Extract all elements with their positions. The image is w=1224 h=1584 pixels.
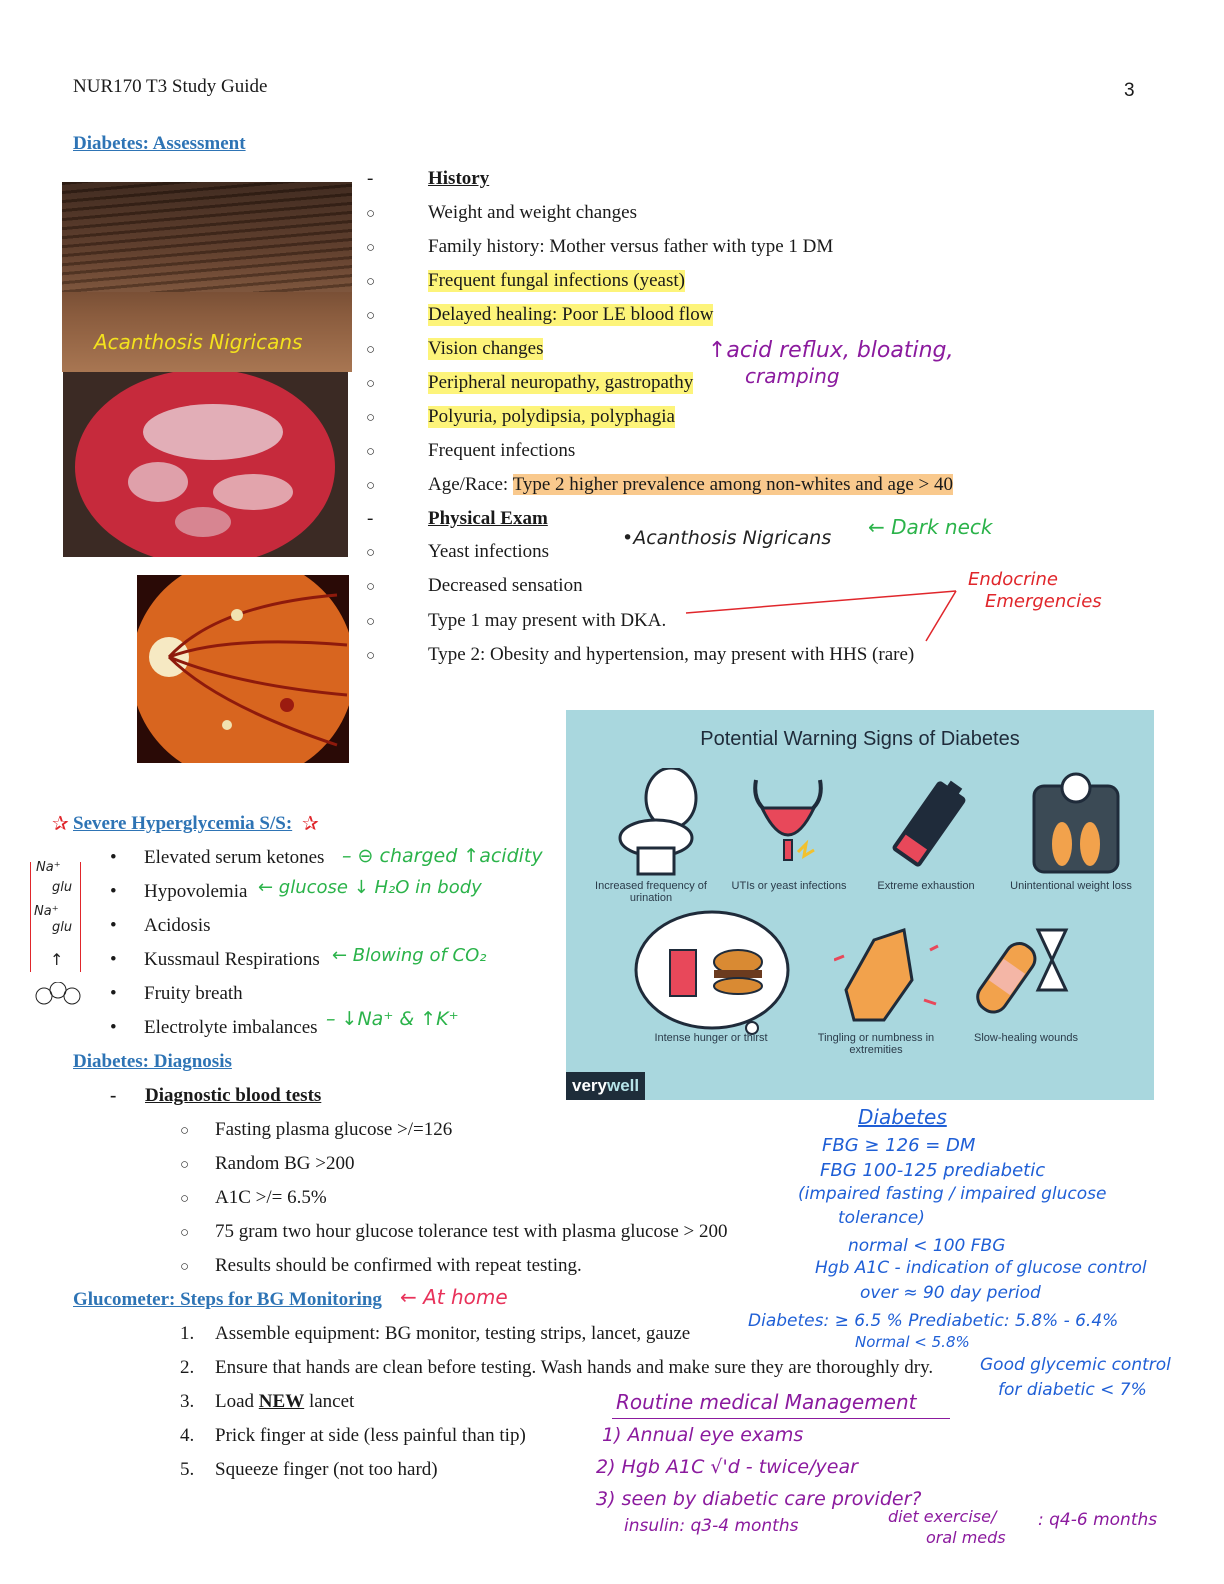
bladder-icon (748, 772, 828, 872)
hypovolemia-note: ← glucose ↓ H₂O in body (258, 877, 482, 898)
bullet: ○ (366, 240, 376, 256)
bullet: ○ (366, 410, 376, 426)
side-glu1: glu (52, 880, 73, 895)
blue-note: normal < 100 FBG (848, 1236, 1006, 1256)
verywell-logo (566, 1072, 645, 1100)
purple-note: 1) Annual eye exams (602, 1424, 804, 1446)
bullet: ○ (366, 206, 376, 222)
bandage-icon (966, 920, 1076, 1030)
bullet: ○ (366, 342, 376, 358)
side-glu2: glu (52, 920, 73, 935)
dark-neck-note: ← Dark neck (868, 515, 993, 539)
star-icon: ✰ (302, 811, 319, 835)
history-item: Delayed healing: Poor LE blood flow (428, 304, 714, 325)
retina-photo (137, 575, 349, 763)
history-item: Frequent infections (428, 440, 576, 461)
bullet: ○ (366, 614, 376, 630)
purple-note: : q4-6 months (1038, 1510, 1158, 1530)
caption-urination: Increased frequency of urination (595, 880, 707, 904)
infographic-title: Potential Warning Signs of Diabetes (700, 728, 1020, 750)
blue-note: for diabetic < 7% (998, 1380, 1147, 1400)
blue-note: FBG 100-125 prediabetic (820, 1160, 1046, 1181)
caption-tingling: Tingling or numbness in extremities (817, 1032, 935, 1056)
physical-item: Decreased sensation (428, 575, 583, 596)
bullet: • (110, 881, 117, 902)
electrolyte-note: – ↓Na⁺ & ↑K⁺ (326, 1008, 459, 1030)
step-number: 1. (180, 1323, 195, 1344)
acanthosis-photo-label: Acanthosis Nigricans (94, 330, 303, 354)
assessment-heading: Diabetes: Assessment (73, 133, 246, 154)
history-label: History (428, 168, 490, 189)
bullet: • (110, 847, 117, 868)
diagnosis-item: A1C >/= 6.5% (215, 1187, 327, 1208)
scale-icon (1026, 766, 1126, 876)
age-race-prefix: Age/Race: (428, 474, 513, 495)
purple-note: 2) Hgb A1C √'d - twice/year (596, 1456, 858, 1478)
physical-dash: - (367, 508, 374, 529)
side-na2: Na⁺ (34, 904, 59, 919)
caption-wounds: Slow-healing wounds (974, 1032, 1078, 1044)
age-race-text: Type 2 higher prevalence among non-whites and age > 40 (512, 474, 954, 495)
bullet: ○ (180, 1225, 190, 1241)
endocrine-note-line2: Emergencies (985, 591, 1102, 612)
glucometer-heading: Glucometer: Steps for BG Monitoring (73, 1289, 382, 1310)
star-icon: ✰ (52, 811, 69, 835)
blue-note: (impaired fasting / impaired glucose (798, 1184, 1107, 1204)
bullet: ○ (366, 478, 376, 494)
step-post: lancet (304, 1391, 355, 1412)
document-title: NUR170 T3 Study Guide (73, 76, 268, 97)
at-home-note: ← At home (400, 1285, 508, 1309)
food-thought-icon (634, 910, 794, 1040)
gastro-note-line2: cramping (745, 364, 840, 388)
physical-item: Type 2: Obesity and hypertension, may present with HHS (rare) (428, 644, 915, 665)
diagnosis-item: Fasting plasma glucose >/=126 (215, 1119, 453, 1140)
blue-note: over ≈ 90 day period (860, 1283, 1041, 1303)
brand-well: well (606, 1076, 640, 1095)
step-number: 3. (180, 1391, 195, 1412)
history-dash: - (367, 168, 374, 189)
bullet: • (110, 915, 117, 936)
tongue-illustration (63, 372, 348, 557)
purple-note: oral meds (926, 1528, 1006, 1547)
blue-notes-title: Diabetes (858, 1105, 947, 1129)
water-molecule-icon (34, 982, 82, 1006)
toilet-icon (616, 768, 706, 878)
blue-note: Normal < 5.8% (855, 1333, 970, 1351)
diagnosis-item: 75 gram two hour glucose tolerance test with plasma glucose > 200 (215, 1221, 728, 1242)
step-number: 2. (180, 1357, 195, 1378)
purple-notes-title: Routine medical Management (616, 1390, 917, 1414)
side-na1: Na⁺ (36, 860, 61, 875)
tongue-photo (63, 372, 348, 557)
purple-note: insulin: q3-4 months (624, 1516, 799, 1536)
caption-weight-loss: Unintentional weight loss (1010, 880, 1132, 892)
page-number: 3 (1124, 80, 1135, 101)
ketones-note: – ⊖ charged ↑acidity (342, 845, 543, 867)
bullet: ○ (366, 274, 376, 290)
age-race-item (428, 474, 953, 496)
bullet: ○ (366, 376, 376, 392)
history-item: Polyuria, polydipsia, polyphagia (428, 406, 675, 427)
diagnosis-heading: Diabetes: Diagnosis (73, 1051, 232, 1072)
hyperglycemia-item: Fruity breath (144, 983, 243, 1004)
caption-hunger: Intense hunger or thirst (654, 1032, 768, 1044)
physical-exam-label: Physical Exam (428, 508, 548, 529)
purple-note: diet exercise/ (888, 1507, 997, 1526)
neck-photo (62, 182, 352, 372)
blue-note: Diabetes: ≥ 6.5 % Prediabetic: 5.8% - 6.4% (748, 1311, 1119, 1331)
blue-note: FBG ≥ 126 = DM (822, 1135, 976, 1156)
hand-tingling-icon (834, 920, 944, 1040)
bullet: ○ (366, 545, 376, 561)
history-item: Weight and weight changes (428, 202, 637, 223)
battery-icon (884, 774, 974, 874)
bullet: • (110, 1017, 117, 1038)
diagnosis-dash: - (110, 1085, 117, 1106)
hyperglycemia-heading: Severe Hyperglycemia S/S: (73, 813, 293, 834)
hyperglycemia-item: Acidosis (144, 915, 211, 936)
bullet: ○ (366, 579, 376, 595)
up-arrow-icon: ↑ (50, 950, 64, 969)
purple-note: 3) seen by diabetic care provider? (596, 1488, 922, 1510)
sketch-line-left (30, 862, 31, 972)
brand-very: very (572, 1076, 607, 1095)
bullet: ○ (366, 308, 376, 324)
bullet: ○ (366, 648, 376, 664)
retina-illustration (137, 575, 349, 763)
acanthosis-note: •Acanthosis Nigricans (622, 527, 832, 549)
warning-signs-infographic (566, 710, 1154, 1100)
gastro-note-line1: ↑acid reflux, bloating, (708, 338, 954, 363)
physical-item: Yeast infections (428, 541, 550, 562)
step-text: Squeeze finger (not too hard) (215, 1459, 438, 1480)
step-text (215, 1391, 354, 1413)
diagnosis-item: Random BG >200 (215, 1153, 355, 1174)
diagnostic-tests-label: Diagnostic blood tests (145, 1085, 322, 1106)
history-item: Frequent fungal infections (yeast) (428, 270, 685, 291)
step-number: 5. (180, 1459, 195, 1480)
blue-note: tolerance) (838, 1208, 925, 1228)
endocrine-note-line1: Endocrine (968, 569, 1058, 590)
bullet: ○ (180, 1191, 190, 1207)
caption-uti: UTIs or yeast infections (731, 880, 847, 892)
history-item: Family history: Mother versus father with type 1 DM (428, 236, 834, 257)
purple-underline (612, 1418, 950, 1419)
blue-note: Good glycemic control (980, 1355, 1171, 1375)
history-item: Vision changes (428, 338, 544, 359)
history-item: Peripheral neuropathy, gastropathy (428, 372, 694, 393)
diagnosis-item: Results should be confirmed with repeat testing. (215, 1255, 582, 1276)
bullet: ○ (180, 1157, 190, 1173)
bullet: ○ (180, 1123, 190, 1139)
physical-item: Type 1 may present with DKA. (428, 610, 667, 631)
step-text: Assemble equipment: BG monitor, testing strips, lancet, gauze (215, 1323, 691, 1344)
step-text: Prick finger at side (less painful than tip) (215, 1425, 526, 1446)
hyperglycemia-item: Electrolyte imbalances (144, 1017, 318, 1038)
bullet: • (110, 983, 117, 1004)
bullet: • (110, 949, 117, 970)
step-text: Ensure that hands are clean before testing. Wash hands and make sure they are thoroughly dry. (215, 1357, 934, 1378)
hyperglycemia-item: Elevated serum ketones (144, 847, 325, 868)
sketch-line-right (80, 862, 81, 972)
kussmaul-note: ← Blowing of CO₂ (332, 945, 487, 966)
bullet: ○ (180, 1259, 190, 1275)
blue-note: Hgb A1C - indication of glucose control (815, 1258, 1147, 1278)
caption-exhaustion: Extreme exhaustion (877, 880, 975, 892)
step-bold: NEW (258, 1391, 305, 1412)
hyperglycemia-item: Hypovolemia (144, 881, 248, 902)
bullet: ○ (366, 444, 376, 460)
step-pre: Load (215, 1391, 259, 1412)
endocrine-connector-lines (680, 585, 970, 645)
hyperglycemia-item: Kussmaul Respirations (144, 949, 320, 970)
step-number: 4. (180, 1425, 195, 1446)
